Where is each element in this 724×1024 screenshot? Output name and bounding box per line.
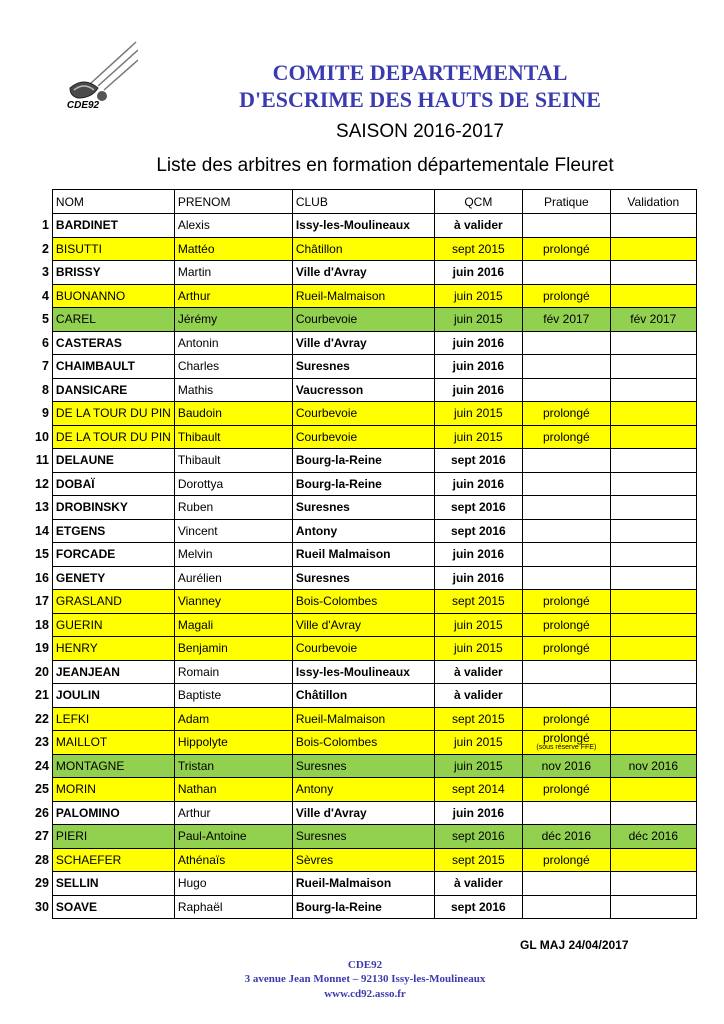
- table-row: [32, 331, 696, 355]
- cell-prenom: Charles: [174, 355, 292, 379]
- row-number: 30: [35, 899, 49, 914]
- table-row: [32, 707, 696, 731]
- column-header-club: CLUB: [292, 190, 434, 214]
- cell-validation: [610, 872, 696, 896]
- cell-validation: [610, 402, 696, 426]
- cell-nom: DELAUNE: [52, 449, 174, 473]
- cell-club: Courbevoie: [292, 637, 434, 661]
- row-number: 18: [35, 617, 49, 632]
- cell-nom: DE LA TOUR DU PIN: [52, 402, 174, 426]
- cell-nom: FORCADE: [52, 543, 174, 567]
- cell-pratique: [522, 519, 610, 543]
- cell-nom: BISUTTI: [52, 237, 174, 261]
- cde92-logo: [58, 40, 138, 122]
- cell-nom: GRASLAND: [52, 590, 174, 614]
- cell-pratique: [522, 684, 610, 708]
- cell-club: Vaucresson: [292, 378, 434, 402]
- cell-pratique: [522, 331, 610, 355]
- cell-validation: [610, 566, 696, 590]
- row-number: 9: [41, 406, 49, 421]
- cell-qcm: juin 2015: [434, 402, 522, 426]
- cell-pratique: [522, 355, 610, 379]
- cell-pratique: [522, 261, 610, 285]
- cell-pratique: [522, 378, 610, 402]
- cell-pratique: prolongé: [522, 284, 610, 308]
- cell-prenom: Romain: [174, 660, 292, 684]
- cell-prenom: Jérémy: [174, 308, 292, 332]
- table-row: [32, 496, 696, 520]
- cell-nom: DOBAÏ: [52, 472, 174, 496]
- cell-nom: BRISSY: [52, 261, 174, 285]
- cell-pratique: fév 2017: [522, 308, 610, 332]
- cell-nom: PALOMINO: [52, 801, 174, 825]
- cell-pratique: nov 2016: [522, 754, 610, 778]
- cell-pratique: prolongé: [522, 402, 610, 426]
- cell-club: Rueil-Malmaison: [292, 872, 434, 896]
- footer-address: 3 avenue Jean Monnet – 92130 Issy-les-Moulineaux: [244, 973, 486, 985]
- cell-club: Rueil-Malmaison: [292, 284, 434, 308]
- cell-nom: MONTAGNE: [52, 754, 174, 778]
- row-number: 4: [41, 288, 49, 303]
- cell-nom: DANSICARE: [52, 378, 174, 402]
- cell-qcm: juin 2016: [434, 566, 522, 590]
- row-number: 3: [41, 265, 49, 280]
- cell-validation: [610, 519, 696, 543]
- row-number: 15: [35, 547, 49, 562]
- cell-pratique: [522, 472, 610, 496]
- cell-pratique: [522, 449, 610, 473]
- committee-title-line2: D'ESCRIME DES HAUTS DE SEINE: [239, 87, 601, 112]
- cell-club: Bourg-la-Reine: [292, 895, 434, 919]
- cell-club: Châtillon: [292, 237, 434, 261]
- cell-validation: [610, 684, 696, 708]
- cell-club: Issy-les-Moulineaux: [292, 660, 434, 684]
- cell-nom: DE LA TOUR DU PIN: [52, 425, 174, 449]
- cell-qcm: à valider: [434, 872, 522, 896]
- table-row: [32, 237, 696, 261]
- cell-pratique: [522, 731, 610, 755]
- cell-validation: [610, 778, 696, 802]
- column-header-qcm: QCM: [434, 190, 522, 214]
- cell-pratique: prolongé: [522, 637, 610, 661]
- cell-validation: [610, 731, 696, 755]
- cell-validation: [610, 261, 696, 285]
- table-row: [32, 425, 696, 449]
- table-row: [32, 660, 696, 684]
- cell-qcm: juin 2016: [434, 472, 522, 496]
- row-number: 19: [35, 641, 49, 656]
- cell-qcm: juin 2016: [434, 355, 522, 379]
- cell-prenom: Thibault: [174, 425, 292, 449]
- cell-nom: HENRY: [52, 637, 174, 661]
- cell-validation: déc 2016: [610, 825, 696, 849]
- cell-validation: [610, 496, 696, 520]
- cell-club: Ville d'Avray: [292, 331, 434, 355]
- cell-nom: MORIN: [52, 778, 174, 802]
- update-note: GL MAJ 24/04/2017: [520, 938, 629, 952]
- column-header-validation: Validation: [610, 190, 696, 214]
- row-number: 10: [35, 429, 49, 444]
- cell-validation: [610, 214, 696, 238]
- table-row: [32, 402, 696, 426]
- cell-prenom: Thibault: [174, 449, 292, 473]
- cell-validation: [610, 355, 696, 379]
- cell-club: Ville d'Avray: [292, 261, 434, 285]
- cell-prenom: Benjamin: [174, 637, 292, 661]
- table-row: [32, 825, 696, 849]
- cell-prenom: Dorottya: [174, 472, 292, 496]
- table-row: [32, 308, 696, 332]
- cell-prenom: Tristan: [174, 754, 292, 778]
- row-number: 1: [41, 218, 49, 233]
- cell-prenom: Melvin: [174, 543, 292, 567]
- cell-validation: [610, 707, 696, 731]
- cell-qcm: à valider: [434, 660, 522, 684]
- table-row: [32, 684, 696, 708]
- cell-prenom: Adam: [174, 707, 292, 731]
- row-number: 11: [35, 453, 49, 468]
- cell-nom: SELLIN: [52, 872, 174, 896]
- cell-qcm: sept 2014: [434, 778, 522, 802]
- column-header-prenom: PRENOM: [174, 190, 292, 214]
- cell-pratique: [522, 543, 610, 567]
- cell-club: Sèvres: [292, 848, 434, 872]
- table-header-row: [32, 190, 696, 214]
- cell-validation: [610, 590, 696, 614]
- cell-qcm: sept 2016: [434, 895, 522, 919]
- row-number: 26: [35, 805, 49, 820]
- table-row: [32, 637, 696, 661]
- table-row: [32, 872, 696, 896]
- cell-nom: LEFKI: [52, 707, 174, 731]
- cell-prenom: Athénaïs: [174, 848, 292, 872]
- cell-pratique: [522, 496, 610, 520]
- pratique-note: (sous réserve FFE): [536, 743, 597, 751]
- pratique-value: prolongé: [542, 730, 590, 745]
- cell-nom: CHAIMBAULT: [52, 355, 174, 379]
- row-number: 23: [35, 735, 49, 750]
- cell-qcm: juin 2016: [434, 378, 522, 402]
- cell-club: Suresnes: [292, 825, 434, 849]
- cell-club: Courbevoie: [292, 425, 434, 449]
- cell-qcm: sept 2016: [434, 519, 522, 543]
- row-number: 17: [35, 594, 49, 609]
- cell-prenom: Raphaël: [174, 895, 292, 919]
- cell-nom: GUERIN: [52, 613, 174, 637]
- cell-prenom: Mattéo: [174, 237, 292, 261]
- list-title: Liste des arbitres en formation départementale Fleuret: [156, 155, 614, 176]
- cell-pratique: [522, 872, 610, 896]
- cell-qcm: sept 2015: [434, 590, 522, 614]
- cell-nom: BUONANNO: [52, 284, 174, 308]
- cell-club: Ville d'Avray: [292, 801, 434, 825]
- table-row: [32, 284, 696, 308]
- cell-club: Antony: [292, 778, 434, 802]
- cell-qcm: sept 2016: [434, 496, 522, 520]
- cell-club: Bourg-la-Reine: [292, 472, 434, 496]
- cell-club: Bois-Colombes: [292, 731, 434, 755]
- cell-validation: [610, 801, 696, 825]
- cell-nom: JEANJEAN: [52, 660, 174, 684]
- cell-validation: [610, 472, 696, 496]
- cell-qcm: juin 2016: [434, 801, 522, 825]
- cell-pratique: prolongé: [522, 425, 610, 449]
- cell-validation: [610, 613, 696, 637]
- cell-validation: [610, 895, 696, 919]
- cell-prenom: Vianney: [174, 590, 292, 614]
- row-number: 28: [35, 852, 49, 867]
- cell-club: Châtillon: [292, 684, 434, 708]
- cell-qcm: à valider: [434, 214, 522, 238]
- row-number: 22: [35, 711, 49, 726]
- cell-nom: ETGENS: [52, 519, 174, 543]
- cell-pratique: [522, 214, 610, 238]
- cell-pratique: [522, 801, 610, 825]
- cell-prenom: Arthur: [174, 284, 292, 308]
- cell-qcm: sept 2016: [434, 825, 522, 849]
- cell-qcm: juin 2015: [434, 308, 522, 332]
- cell-prenom: Hugo: [174, 872, 292, 896]
- row-number: 2: [41, 241, 49, 256]
- cell-qcm: juin 2015: [434, 731, 522, 755]
- cell-prenom: Vincent: [174, 519, 292, 543]
- table-row: [32, 472, 696, 496]
- cell-qcm: sept 2015: [434, 237, 522, 261]
- cell-validation: [610, 378, 696, 402]
- table-row: [32, 378, 696, 402]
- row-number: 13: [35, 500, 49, 515]
- cell-club: Suresnes: [292, 566, 434, 590]
- cell-prenom: Baptiste: [174, 684, 292, 708]
- cell-pratique: déc 2016: [522, 825, 610, 849]
- cell-validation: fév 2017: [610, 308, 696, 332]
- cell-validation: [610, 284, 696, 308]
- cell-nom: CASTERAS: [52, 331, 174, 355]
- cell-prenom: Antonin: [174, 331, 292, 355]
- row-number: 25: [35, 782, 49, 797]
- cell-club: Suresnes: [292, 355, 434, 379]
- cell-club: Courbevoie: [292, 308, 434, 332]
- cell-prenom: Hippolyte: [174, 731, 292, 755]
- cell-pratique: prolongé: [522, 613, 610, 637]
- cell-prenom: Aurélien: [174, 566, 292, 590]
- cell-pratique: prolongé: [522, 778, 610, 802]
- season-title: SAISON 2016-2017: [336, 121, 504, 142]
- row-number: 24: [35, 758, 49, 773]
- cell-qcm: juin 2015: [434, 425, 522, 449]
- table-row: [32, 754, 696, 778]
- cell-qcm: juin 2015: [434, 637, 522, 661]
- cell-prenom: Paul-Antoine: [174, 825, 292, 849]
- cell-club: Suresnes: [292, 754, 434, 778]
- cell-nom: MAILLOT: [52, 731, 174, 755]
- cell-club: Rueil Malmaison: [292, 543, 434, 567]
- cell-qcm: sept 2016: [434, 449, 522, 473]
- cell-qcm: à valider: [434, 684, 522, 708]
- row-number: 27: [35, 829, 49, 844]
- cell-qcm: sept 2015: [434, 848, 522, 872]
- table-row: [32, 449, 696, 473]
- row-number: 8: [41, 382, 49, 397]
- table-row: [32, 590, 696, 614]
- table-row: [32, 613, 696, 637]
- cell-pratique: prolongé: [522, 237, 610, 261]
- row-number: 7: [41, 359, 49, 374]
- table-row: [32, 895, 696, 919]
- cell-nom: SOAVE: [52, 895, 174, 919]
- cell-nom: DROBINSKY: [52, 496, 174, 520]
- row-number: 21: [35, 688, 49, 703]
- row-number: 16: [35, 570, 49, 585]
- cell-prenom: Nathan: [174, 778, 292, 802]
- table-row: [32, 355, 696, 379]
- number-column-header: [32, 190, 52, 214]
- logo-label: CDE92: [66, 100, 100, 111]
- cell-club: Bourg-la-Reine: [292, 449, 434, 473]
- table-row: [32, 731, 696, 755]
- column-header-nom: NOM: [52, 190, 174, 214]
- cell-club: Bois-Colombes: [292, 590, 434, 614]
- cell-qcm: juin 2015: [434, 613, 522, 637]
- row-number: 29: [35, 876, 49, 891]
- cell-club: Rueil-Malmaison: [292, 707, 434, 731]
- cell-validation: [610, 660, 696, 684]
- cell-club: Issy-les-Moulineaux: [292, 214, 434, 238]
- cell-qcm: juin 2016: [434, 261, 522, 285]
- cell-validation: [610, 425, 696, 449]
- table-row: [32, 519, 696, 543]
- row-number: 12: [35, 476, 49, 491]
- row-number: 5: [41, 312, 49, 327]
- cell-qcm: juin 2016: [434, 331, 522, 355]
- table-row: [32, 801, 696, 825]
- cell-nom: PIERI: [52, 825, 174, 849]
- cell-prenom: Martin: [174, 261, 292, 285]
- table-row: [32, 848, 696, 872]
- cell-pratique: [522, 895, 610, 919]
- table-row: [32, 214, 696, 238]
- footer-website[interactable]: www.cd92.asso.fr: [324, 988, 406, 1000]
- cell-validation: [610, 543, 696, 567]
- row-number: 14: [35, 523, 49, 538]
- table-row: [32, 778, 696, 802]
- cell-validation: [610, 237, 696, 261]
- row-number: 20: [35, 664, 49, 679]
- cell-validation: nov 2016: [610, 754, 696, 778]
- cell-club: Ville d'Avray: [292, 613, 434, 637]
- cell-qcm: juin 2015: [434, 754, 522, 778]
- cell-validation: [610, 848, 696, 872]
- cell-qcm: juin 2016: [434, 543, 522, 567]
- cell-club: Antony: [292, 519, 434, 543]
- cell-nom: SCHAEFER: [52, 848, 174, 872]
- table-row: [32, 543, 696, 567]
- footer-org: CDE92: [347, 959, 383, 971]
- table-row: [32, 566, 696, 590]
- committee-title-line1: COMITE DEPARTEMENTAL: [272, 60, 568, 85]
- cell-club: Courbevoie: [292, 402, 434, 426]
- cell-nom: BARDINET: [52, 214, 174, 238]
- cell-club: Suresnes: [292, 496, 434, 520]
- cell-qcm: juin 2015: [434, 284, 522, 308]
- cell-pratique: prolongé: [522, 707, 610, 731]
- column-header-pratique: Pratique: [522, 190, 610, 214]
- table-body: [32, 214, 696, 919]
- cell-pratique: prolongé: [522, 590, 610, 614]
- cell-validation: [610, 331, 696, 355]
- cell-prenom: Baudoin: [174, 402, 292, 426]
- cell-qcm: sept 2015: [434, 707, 522, 731]
- cell-prenom: Magali: [174, 613, 292, 637]
- cell-validation: [610, 449, 696, 473]
- cell-nom: JOULIN: [52, 684, 174, 708]
- referees-table: [32, 189, 697, 919]
- cell-pratique: prolongé: [522, 848, 610, 872]
- cell-prenom: Arthur: [174, 801, 292, 825]
- cell-prenom: Alexis: [174, 214, 292, 238]
- cell-pratique: [522, 660, 610, 684]
- cell-pratique: [522, 566, 610, 590]
- cell-validation: [610, 637, 696, 661]
- row-number: 6: [41, 335, 49, 350]
- cell-prenom: Mathis: [174, 378, 292, 402]
- cell-nom: CAREL: [52, 308, 174, 332]
- cell-prenom: Ruben: [174, 496, 292, 520]
- cell-nom: GENETY: [52, 566, 174, 590]
- table-row: [32, 261, 696, 285]
